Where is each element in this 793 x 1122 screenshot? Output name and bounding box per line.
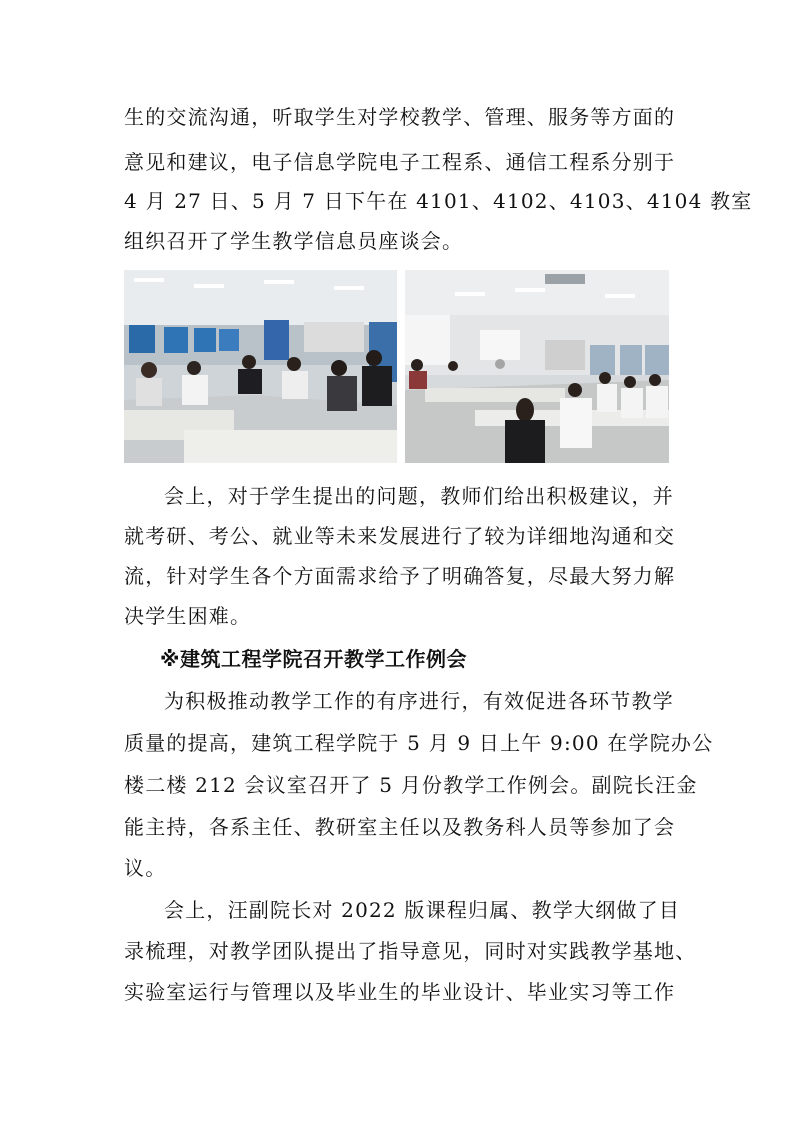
paragraph-4-line-3: 实验室运行与管理以及毕业生的毕业设计、毕业实习等工作: [124, 980, 676, 1004]
paragraph-2-line-1: 会上，对于学生提出的问题，教师们给出积极建议，并: [164, 484, 674, 508]
paragraph-1-line-3: 4 月 27 日、5 月 7 日下午在 4101、4102、4103、4104 教室: [124, 189, 753, 213]
paragraph-1-line-2: 意见和建议，电子信息学院电子工程系、通信工程系分别于: [124, 150, 676, 174]
paragraph-1-line-1: 生的交流沟通，听取学生对学校教学、管理、服务等方面的: [124, 105, 676, 129]
paragraph-3-line-3: 楼二楼 212 会议室召开了 5 月份教学工作例会。副院长汪金: [124, 773, 698, 797]
paragraph-2-line-2: 就考研、考公、就业等未来发展进行了较为详细地沟通和交: [124, 524, 676, 548]
classroom-meeting-photo-right: [405, 270, 669, 463]
paragraph-3-line-1: 为积极推动教学工作的有序进行，有效促进各环节教学: [164, 689, 674, 713]
paragraph-1-line-4: 组织召开了学生教学信息员座谈会。: [124, 229, 464, 253]
paragraph-3-line-2: 质量的提高，建筑工程学院于 5 月 9 日上午 9:00 在学院办公: [124, 731, 714, 755]
paragraph-2-line-4: 决学生困难。: [124, 604, 252, 628]
paragraph-4-line-1: 会上，汪副院长对 2022 版课程归属、教学大纲做了目: [164, 898, 681, 922]
paragraph-3-line-4: 能主持，各系主任、教研室主任以及教务科人员等参加了会: [124, 815, 676, 839]
paragraph-3-line-5: 议。: [124, 856, 167, 880]
section-heading: ※建筑工程学院召开教学工作例会: [160, 647, 467, 671]
paragraph-2-line-3: 流，针对学生各个方面需求给予了明确答复，尽最大努力解: [124, 564, 676, 588]
paragraph-4-line-2: 录梳理，对教学团队提出了指导意见，同时对实践教学基地、: [124, 939, 697, 963]
classroom-meeting-photo-left: [124, 270, 397, 463]
